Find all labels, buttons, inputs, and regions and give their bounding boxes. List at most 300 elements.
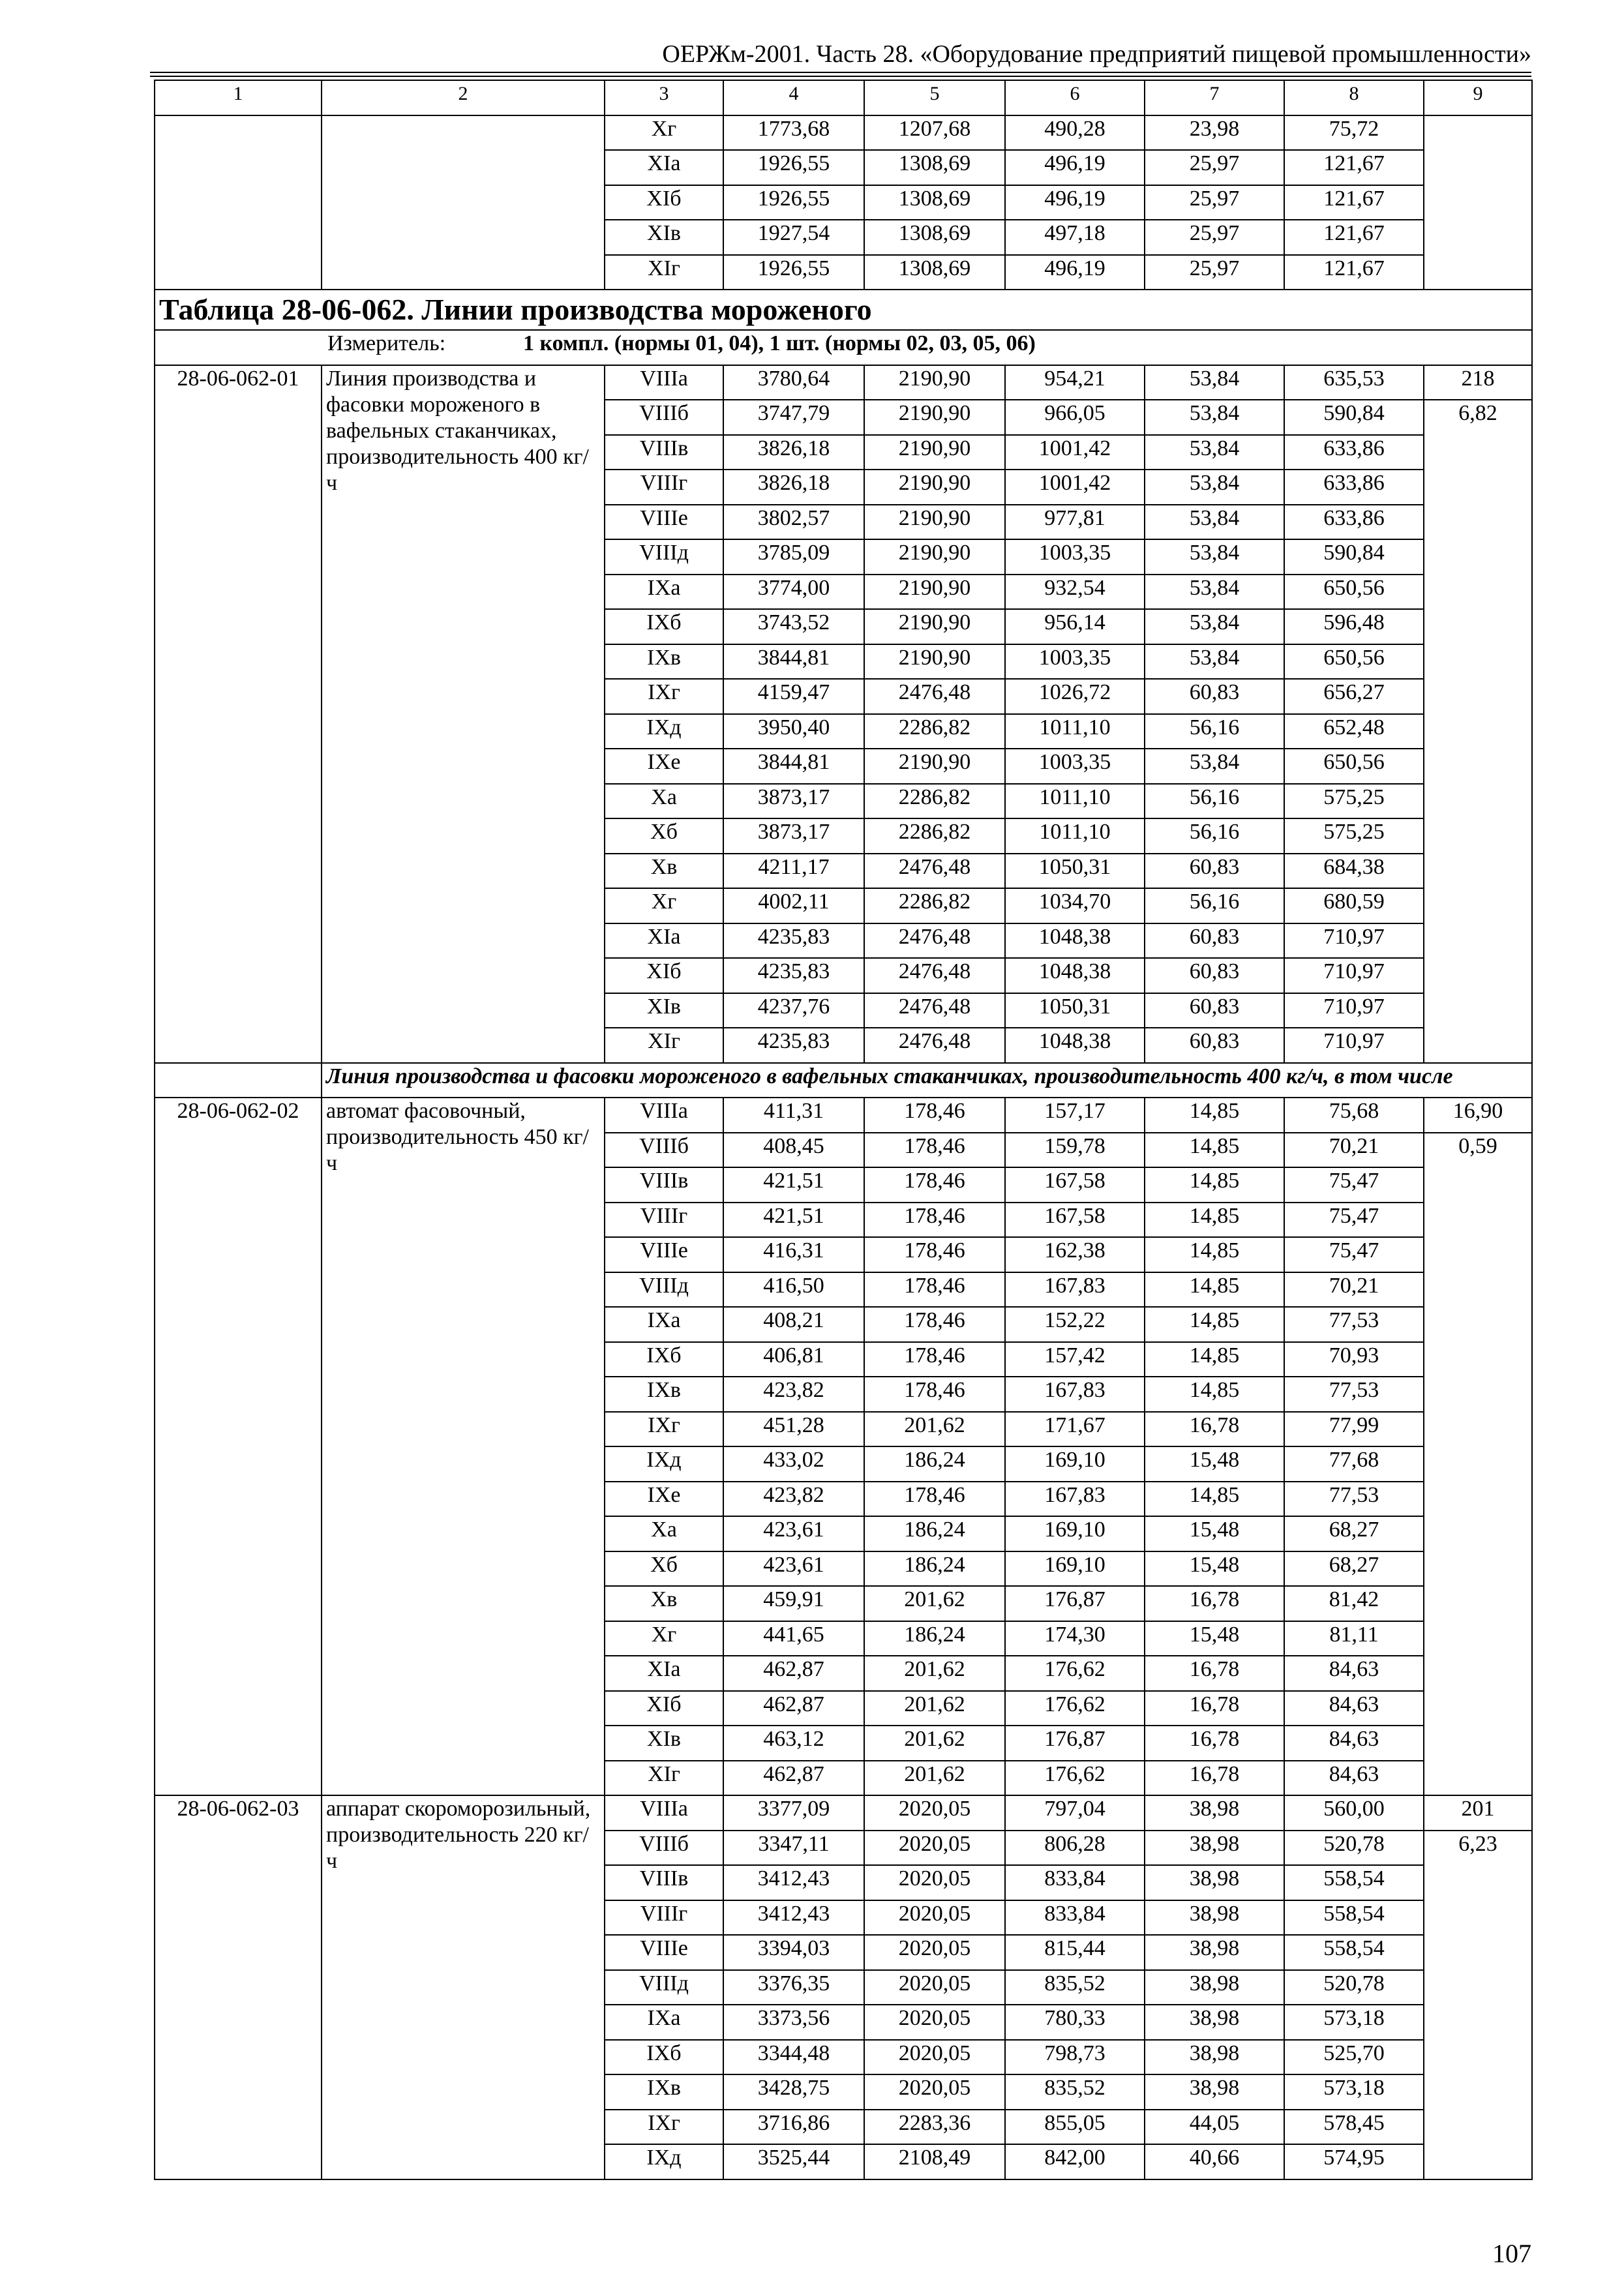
- zone-cell: VIIIе: [605, 1935, 723, 1970]
- value-cell: 14,85: [1145, 1133, 1284, 1168]
- norms-table: [154, 80, 1533, 2180]
- value-cell: 560,00: [1284, 1795, 1424, 1831]
- value-cell: 4002,11: [723, 888, 864, 923]
- value-cell: 1048,38: [1005, 923, 1145, 959]
- value-cell: 3950,40: [723, 714, 864, 749]
- page-number: 107: [1492, 2239, 1531, 2268]
- value-cell: 1011,10: [1005, 818, 1145, 854]
- value-cell: 176,87: [1005, 1586, 1145, 1621]
- col9-value: 218: [1424, 365, 1532, 400]
- value-cell: 3785,09: [723, 539, 864, 575]
- zone-cell: Хг: [605, 115, 723, 151]
- col9-value: 16,90: [1424, 1098, 1532, 1133]
- value-cell: 2476,48: [864, 993, 1005, 1028]
- value-cell: 3412,43: [723, 1865, 864, 1900]
- zone-cell: VIIIг: [605, 1203, 723, 1238]
- value-cell: 25,97: [1145, 220, 1284, 255]
- zone-cell: XIа: [605, 150, 723, 185]
- value-cell: 77,68: [1284, 1446, 1424, 1482]
- zone-cell: IXг: [605, 679, 723, 714]
- value-cell: 60,83: [1145, 1028, 1284, 1063]
- value-cell: 1026,72: [1005, 679, 1145, 714]
- value-cell: 496,19: [1005, 150, 1145, 185]
- value-cell: 84,63: [1284, 1656, 1424, 1691]
- value-cell: 463,12: [723, 1726, 864, 1761]
- value-cell: 176,87: [1005, 1726, 1145, 1761]
- value-cell: 2190,90: [864, 365, 1005, 400]
- value-cell: 977,81: [1005, 505, 1145, 540]
- zone-cell: IXб: [605, 2040, 723, 2075]
- value-cell: 176,62: [1005, 1761, 1145, 1796]
- value-cell: 186,24: [864, 1516, 1005, 1551]
- value-cell: 176,62: [1005, 1656, 1145, 1691]
- value-cell: 406,81: [723, 1342, 864, 1377]
- value-cell: 842,00: [1005, 2144, 1145, 2179]
- norm-description: автомат фасовочный, производительность 450 кг/ч: [322, 1098, 605, 1795]
- value-cell: 966,05: [1005, 400, 1145, 435]
- value-cell: 574,95: [1284, 2144, 1424, 2179]
- value-cell: 15,48: [1145, 1621, 1284, 1656]
- value-cell: 77,53: [1284, 1377, 1424, 1412]
- zone-cell: Хг: [605, 888, 723, 923]
- value-cell: 14,85: [1145, 1237, 1284, 1272]
- value-cell: 56,16: [1145, 818, 1284, 854]
- value-cell: 835,52: [1005, 2074, 1145, 2110]
- value-cell: 15,48: [1145, 1516, 1284, 1551]
- value-cell: 3377,09: [723, 1795, 864, 1831]
- zone-cell: VIIIд: [605, 1272, 723, 1308]
- zone-cell: IXд: [605, 2144, 723, 2179]
- value-cell: 77,53: [1284, 1482, 1424, 1517]
- value-cell: 169,10: [1005, 1516, 1145, 1551]
- value-cell: 121,67: [1284, 220, 1424, 255]
- column-number: 1: [155, 80, 322, 115]
- col9-value: 6,23: [1424, 1831, 1532, 2179]
- value-cell: 2020,05: [864, 2005, 1005, 2040]
- value-cell: 2020,05: [864, 1900, 1005, 1936]
- value-cell: 3394,03: [723, 1935, 864, 1970]
- value-cell: 60,83: [1145, 993, 1284, 1028]
- value-cell: 520,78: [1284, 1970, 1424, 2005]
- value-cell: 68,27: [1284, 1551, 1424, 1587]
- column-number: 9: [1424, 80, 1532, 115]
- value-cell: 4235,83: [723, 1028, 864, 1063]
- value-cell: 932,54: [1005, 575, 1145, 610]
- value-cell: 2283,36: [864, 2110, 1005, 2145]
- norm-code: 28-06-062-01: [155, 365, 322, 1063]
- value-cell: 421,51: [723, 1203, 864, 1238]
- value-cell: 956,14: [1005, 609, 1145, 644]
- value-cell: 38,98: [1145, 1935, 1284, 1970]
- value-cell: 650,56: [1284, 644, 1424, 680]
- value-cell: 3347,11: [723, 1831, 864, 1866]
- value-cell: 3774,00: [723, 575, 864, 610]
- value-cell: 3376,35: [723, 1970, 864, 2005]
- zone-cell: Хв: [605, 1586, 723, 1621]
- measure-label: Измеритель:: [327, 331, 446, 355]
- value-cell: 1926,55: [723, 185, 864, 220]
- value-cell: 152,22: [1005, 1307, 1145, 1342]
- value-cell: 16,78: [1145, 1761, 1284, 1796]
- zone-cell: IXв: [605, 2074, 723, 2110]
- zone-cell: IXд: [605, 1446, 723, 1482]
- value-cell: 14,85: [1145, 1098, 1284, 1133]
- value-cell: 15,48: [1145, 1551, 1284, 1587]
- value-cell: 178,46: [864, 1203, 1005, 1238]
- value-cell: 633,86: [1284, 505, 1424, 540]
- value-cell: 25,97: [1145, 255, 1284, 290]
- value-cell: 3412,43: [723, 1900, 864, 1936]
- value-cell: 1048,38: [1005, 958, 1145, 993]
- value-cell: 2476,48: [864, 854, 1005, 889]
- zone-cell: IXб: [605, 609, 723, 644]
- value-cell: 656,27: [1284, 679, 1424, 714]
- value-cell: 2476,48: [864, 958, 1005, 993]
- value-cell: 53,84: [1145, 365, 1284, 400]
- value-cell: 40,66: [1145, 2144, 1284, 2179]
- zone-cell: XIб: [605, 185, 723, 220]
- value-cell: 121,67: [1284, 255, 1424, 290]
- value-cell: 169,10: [1005, 1446, 1145, 1482]
- value-cell: 573,18: [1284, 2005, 1424, 2040]
- value-cell: 75,47: [1284, 1167, 1424, 1203]
- value-cell: 4235,83: [723, 958, 864, 993]
- value-cell: 14,85: [1145, 1272, 1284, 1308]
- zone-cell: XIа: [605, 923, 723, 959]
- value-cell: 2020,05: [864, 1865, 1005, 1900]
- value-cell: 53,84: [1145, 505, 1284, 540]
- value-cell: 38,98: [1145, 1795, 1284, 1831]
- zone-cell: Хг: [605, 1621, 723, 1656]
- value-cell: 1034,70: [1005, 888, 1145, 923]
- value-cell: 68,27: [1284, 1516, 1424, 1551]
- value-cell: 780,33: [1005, 2005, 1145, 2040]
- value-cell: 25,97: [1145, 185, 1284, 220]
- code-cell: [155, 115, 322, 290]
- value-cell: 178,46: [864, 1272, 1005, 1308]
- zone-cell: IXг: [605, 2110, 723, 2145]
- zone-cell: VIIIв: [605, 1167, 723, 1203]
- value-cell: 3826,18: [723, 470, 864, 505]
- value-cell: 38,98: [1145, 2005, 1284, 2040]
- norm-description: аппарат скороморозильный, производительность 220 кг/ч: [322, 1795, 605, 2179]
- zone-cell: VIIIа: [605, 1098, 723, 1133]
- value-cell: 416,50: [723, 1272, 864, 1308]
- value-cell: 14,85: [1145, 1342, 1284, 1377]
- value-cell: 81,11: [1284, 1621, 1424, 1656]
- zone-cell: XIб: [605, 958, 723, 993]
- value-cell: 75,47: [1284, 1203, 1424, 1238]
- value-cell: 2476,48: [864, 923, 1005, 959]
- value-cell: 2190,90: [864, 435, 1005, 470]
- value-cell: 14,85: [1145, 1307, 1284, 1342]
- col9-value: 201: [1424, 1795, 1532, 1831]
- table-row: [155, 1795, 1532, 1831]
- zone-cell: IXе: [605, 1482, 723, 1517]
- value-cell: 408,45: [723, 1133, 864, 1168]
- value-cell: 38,98: [1145, 1970, 1284, 2005]
- value-cell: 423,82: [723, 1377, 864, 1412]
- value-cell: 1003,35: [1005, 539, 1145, 575]
- value-cell: 575,25: [1284, 784, 1424, 819]
- value-cell: 53,84: [1145, 539, 1284, 575]
- value-cell: 1308,69: [864, 255, 1005, 290]
- value-cell: 70,21: [1284, 1133, 1424, 1168]
- zone-cell: Хв: [605, 854, 723, 889]
- value-cell: 1308,69: [864, 185, 1005, 220]
- norm-description: Линия производства и фасовки мороженого в вафельных стаканчиках, производительность 400 кг/ч: [322, 365, 605, 1063]
- value-cell: 53,84: [1145, 400, 1284, 435]
- value-cell: 416,31: [723, 1237, 864, 1272]
- zone-cell: VIIIе: [605, 505, 723, 540]
- value-cell: 16,78: [1145, 1691, 1284, 1726]
- value-cell: 38,98: [1145, 1865, 1284, 1900]
- value-cell: 433,02: [723, 1446, 864, 1482]
- value-cell: 53,84: [1145, 470, 1284, 505]
- value-cell: 3743,52: [723, 609, 864, 644]
- value-cell: 496,19: [1005, 185, 1145, 220]
- value-cell: 806,28: [1005, 1831, 1145, 1866]
- value-cell: 797,04: [1005, 1795, 1145, 1831]
- value-cell: 178,46: [864, 1098, 1005, 1133]
- value-cell: 423,82: [723, 1482, 864, 1517]
- table-title: Таблица 28-06-062. Линии производства мороженого: [155, 290, 1532, 330]
- description-cell: [322, 115, 605, 290]
- value-cell: 77,53: [1284, 1307, 1424, 1342]
- value-cell: 578,45: [1284, 2110, 1424, 2145]
- zone-cell: VIIIг: [605, 470, 723, 505]
- value-cell: 497,18: [1005, 220, 1145, 255]
- value-cell: 3873,17: [723, 784, 864, 819]
- value-cell: 167,58: [1005, 1167, 1145, 1203]
- value-cell: 2286,82: [864, 818, 1005, 854]
- value-cell: 171,67: [1005, 1412, 1145, 1447]
- table-row: [155, 1098, 1532, 1133]
- value-cell: 496,19: [1005, 255, 1145, 290]
- page-header: ОЕРЖм-2001. Часть 28. «Оборудование предприятий пищевой промышленности»: [662, 40, 1531, 68]
- value-cell: 178,46: [864, 1377, 1005, 1412]
- value-cell: 815,44: [1005, 1935, 1145, 1970]
- value-cell: 451,28: [723, 1412, 864, 1447]
- value-cell: 4237,76: [723, 993, 864, 1028]
- value-cell: 680,59: [1284, 888, 1424, 923]
- value-cell: 38,98: [1145, 1900, 1284, 1936]
- value-cell: 1050,31: [1005, 993, 1145, 1028]
- value-cell: 178,46: [864, 1133, 1005, 1168]
- value-cell: 75,72: [1284, 115, 1424, 151]
- value-cell: 459,91: [723, 1586, 864, 1621]
- value-cell: 75,68: [1284, 1098, 1424, 1133]
- value-cell: 633,86: [1284, 470, 1424, 505]
- zone-cell: VIIIг: [605, 1900, 723, 1936]
- column-number: 3: [605, 80, 723, 115]
- column-number: 2: [322, 80, 605, 115]
- value-cell: 201,62: [864, 1726, 1005, 1761]
- value-cell: 38,98: [1145, 2074, 1284, 2110]
- table-row: [155, 115, 1532, 151]
- value-cell: 2020,05: [864, 1795, 1005, 1831]
- value-cell: 81,42: [1284, 1586, 1424, 1621]
- value-cell: 1003,35: [1005, 749, 1145, 784]
- value-cell: 490,28: [1005, 115, 1145, 151]
- zone-cell: IXа: [605, 575, 723, 610]
- value-cell: 2190,90: [864, 749, 1005, 784]
- value-cell: 2020,05: [864, 2074, 1005, 2110]
- value-cell: 3525,44: [723, 2144, 864, 2179]
- value-cell: 3716,86: [723, 2110, 864, 2145]
- value-cell: 4235,83: [723, 923, 864, 959]
- norm-code: 28-06-062-03: [155, 1795, 322, 2179]
- value-cell: 1001,42: [1005, 470, 1145, 505]
- value-cell: 3802,57: [723, 505, 864, 540]
- value-cell: 2190,90: [864, 470, 1005, 505]
- value-cell: 423,61: [723, 1551, 864, 1587]
- value-cell: 650,56: [1284, 575, 1424, 610]
- value-cell: 2476,48: [864, 679, 1005, 714]
- value-cell: 186,24: [864, 1551, 1005, 1587]
- value-cell: 573,18: [1284, 2074, 1424, 2110]
- value-cell: 1050,31: [1005, 854, 1145, 889]
- value-cell: 558,54: [1284, 1900, 1424, 1936]
- zone-cell: VIIIб: [605, 1831, 723, 1866]
- zone-cell: XIв: [605, 220, 723, 255]
- value-cell: 833,84: [1005, 1865, 1145, 1900]
- value-cell: 1773,68: [723, 115, 864, 151]
- value-cell: 423,61: [723, 1516, 864, 1551]
- header-rule: [150, 72, 1531, 73]
- value-cell: 525,70: [1284, 2040, 1424, 2075]
- value-cell: 462,87: [723, 1691, 864, 1726]
- value-cell: 16,78: [1145, 1586, 1284, 1621]
- value-cell: 14,85: [1145, 1203, 1284, 1238]
- value-cell: 16,78: [1145, 1412, 1284, 1447]
- value-cell: 186,24: [864, 1446, 1005, 1482]
- col9-value: 6,82: [1424, 400, 1532, 1063]
- value-cell: 835,52: [1005, 1970, 1145, 2005]
- value-cell: 201,62: [864, 1656, 1005, 1691]
- value-cell: 462,87: [723, 1656, 864, 1691]
- value-cell: 84,63: [1284, 1726, 1424, 1761]
- zone-cell: XIг: [605, 1761, 723, 1796]
- value-cell: 590,84: [1284, 539, 1424, 575]
- value-cell: 2020,05: [864, 1935, 1005, 1970]
- value-cell: 167,58: [1005, 1203, 1145, 1238]
- zone-cell: XIв: [605, 1726, 723, 1761]
- value-cell: 558,54: [1284, 1935, 1424, 1970]
- value-cell: 121,67: [1284, 185, 1424, 220]
- value-cell: 1927,54: [723, 220, 864, 255]
- value-cell: 1926,55: [723, 255, 864, 290]
- value-cell: 4211,17: [723, 854, 864, 889]
- value-cell: 159,78: [1005, 1133, 1145, 1168]
- value-cell: 56,16: [1145, 888, 1284, 923]
- zone-cell: IXа: [605, 2005, 723, 2040]
- value-cell: 3780,64: [723, 365, 864, 400]
- value-cell: 590,84: [1284, 400, 1424, 435]
- value-cell: 1308,69: [864, 150, 1005, 185]
- value-cell: 408,21: [723, 1307, 864, 1342]
- value-cell: 2190,90: [864, 400, 1005, 435]
- zone-cell: VIIIа: [605, 1795, 723, 1831]
- value-cell: 77,99: [1284, 1412, 1424, 1447]
- column-number: 5: [864, 80, 1005, 115]
- zone-cell: Ха: [605, 784, 723, 819]
- value-cell: 4159,47: [723, 679, 864, 714]
- value-cell: 169,10: [1005, 1551, 1145, 1587]
- value-cell: 167,83: [1005, 1272, 1145, 1308]
- zone-cell: IXв: [605, 644, 723, 680]
- value-cell: 53,84: [1145, 575, 1284, 610]
- col9-cell: [1424, 115, 1532, 290]
- value-cell: 2476,48: [864, 1028, 1005, 1063]
- value-cell: 53,84: [1145, 749, 1284, 784]
- value-cell: 558,54: [1284, 1865, 1424, 1900]
- value-cell: 178,46: [864, 1167, 1005, 1203]
- table-title-row: [155, 290, 1532, 330]
- zone-cell: VIIIб: [605, 400, 723, 435]
- value-cell: 710,97: [1284, 1028, 1424, 1063]
- value-cell: 70,93: [1284, 1342, 1424, 1377]
- zone-cell: VIIIв: [605, 435, 723, 470]
- value-cell: 201,62: [864, 1412, 1005, 1447]
- value-cell: 14,85: [1145, 1167, 1284, 1203]
- value-cell: 15,48: [1145, 1446, 1284, 1482]
- value-cell: 2020,05: [864, 2040, 1005, 2075]
- value-cell: 650,56: [1284, 749, 1424, 784]
- zone-cell: XIб: [605, 1691, 723, 1726]
- value-cell: 60,83: [1145, 679, 1284, 714]
- value-cell: 178,46: [864, 1237, 1005, 1272]
- zone-cell: IXг: [605, 1412, 723, 1447]
- measure-row: [155, 330, 1532, 365]
- value-cell: 70,21: [1284, 1272, 1424, 1308]
- value-cell: 2190,90: [864, 575, 1005, 610]
- measure-value: 1 компл. (нормы 01, 04), 1 шт. (нормы 02, 03, 05, 06): [523, 331, 1036, 355]
- zone-cell: IXд: [605, 714, 723, 749]
- value-cell: 1011,10: [1005, 784, 1145, 819]
- col9-value: 0,59: [1424, 1133, 1532, 1796]
- value-cell: 60,83: [1145, 958, 1284, 993]
- value-cell: 167,83: [1005, 1377, 1145, 1412]
- zone-cell: XIг: [605, 255, 723, 290]
- value-cell: 60,83: [1145, 923, 1284, 959]
- value-cell: 2190,90: [864, 609, 1005, 644]
- value-cell: 157,17: [1005, 1098, 1145, 1133]
- value-cell: 157,42: [1005, 1342, 1145, 1377]
- value-cell: 441,65: [723, 1621, 864, 1656]
- value-cell: 833,84: [1005, 1900, 1145, 1936]
- value-cell: 3826,18: [723, 435, 864, 470]
- value-cell: 575,25: [1284, 818, 1424, 854]
- value-cell: 1001,42: [1005, 435, 1145, 470]
- value-cell: 421,51: [723, 1167, 864, 1203]
- value-cell: 3844,81: [723, 644, 864, 680]
- value-cell: 798,73: [1005, 2040, 1145, 2075]
- value-cell: 56,16: [1145, 784, 1284, 819]
- value-cell: 23,98: [1145, 115, 1284, 151]
- zone-cell: Ха: [605, 1516, 723, 1551]
- value-cell: 176,62: [1005, 1691, 1145, 1726]
- value-cell: 462,87: [723, 1761, 864, 1796]
- value-cell: 186,24: [864, 1621, 1005, 1656]
- value-cell: 2190,90: [864, 505, 1005, 540]
- value-cell: 53,84: [1145, 435, 1284, 470]
- value-cell: 3344,48: [723, 2040, 864, 2075]
- value-cell: 60,83: [1145, 854, 1284, 889]
- value-cell: 84,63: [1284, 1691, 1424, 1726]
- zone-cell: IXб: [605, 1342, 723, 1377]
- value-cell: 3747,79: [723, 400, 864, 435]
